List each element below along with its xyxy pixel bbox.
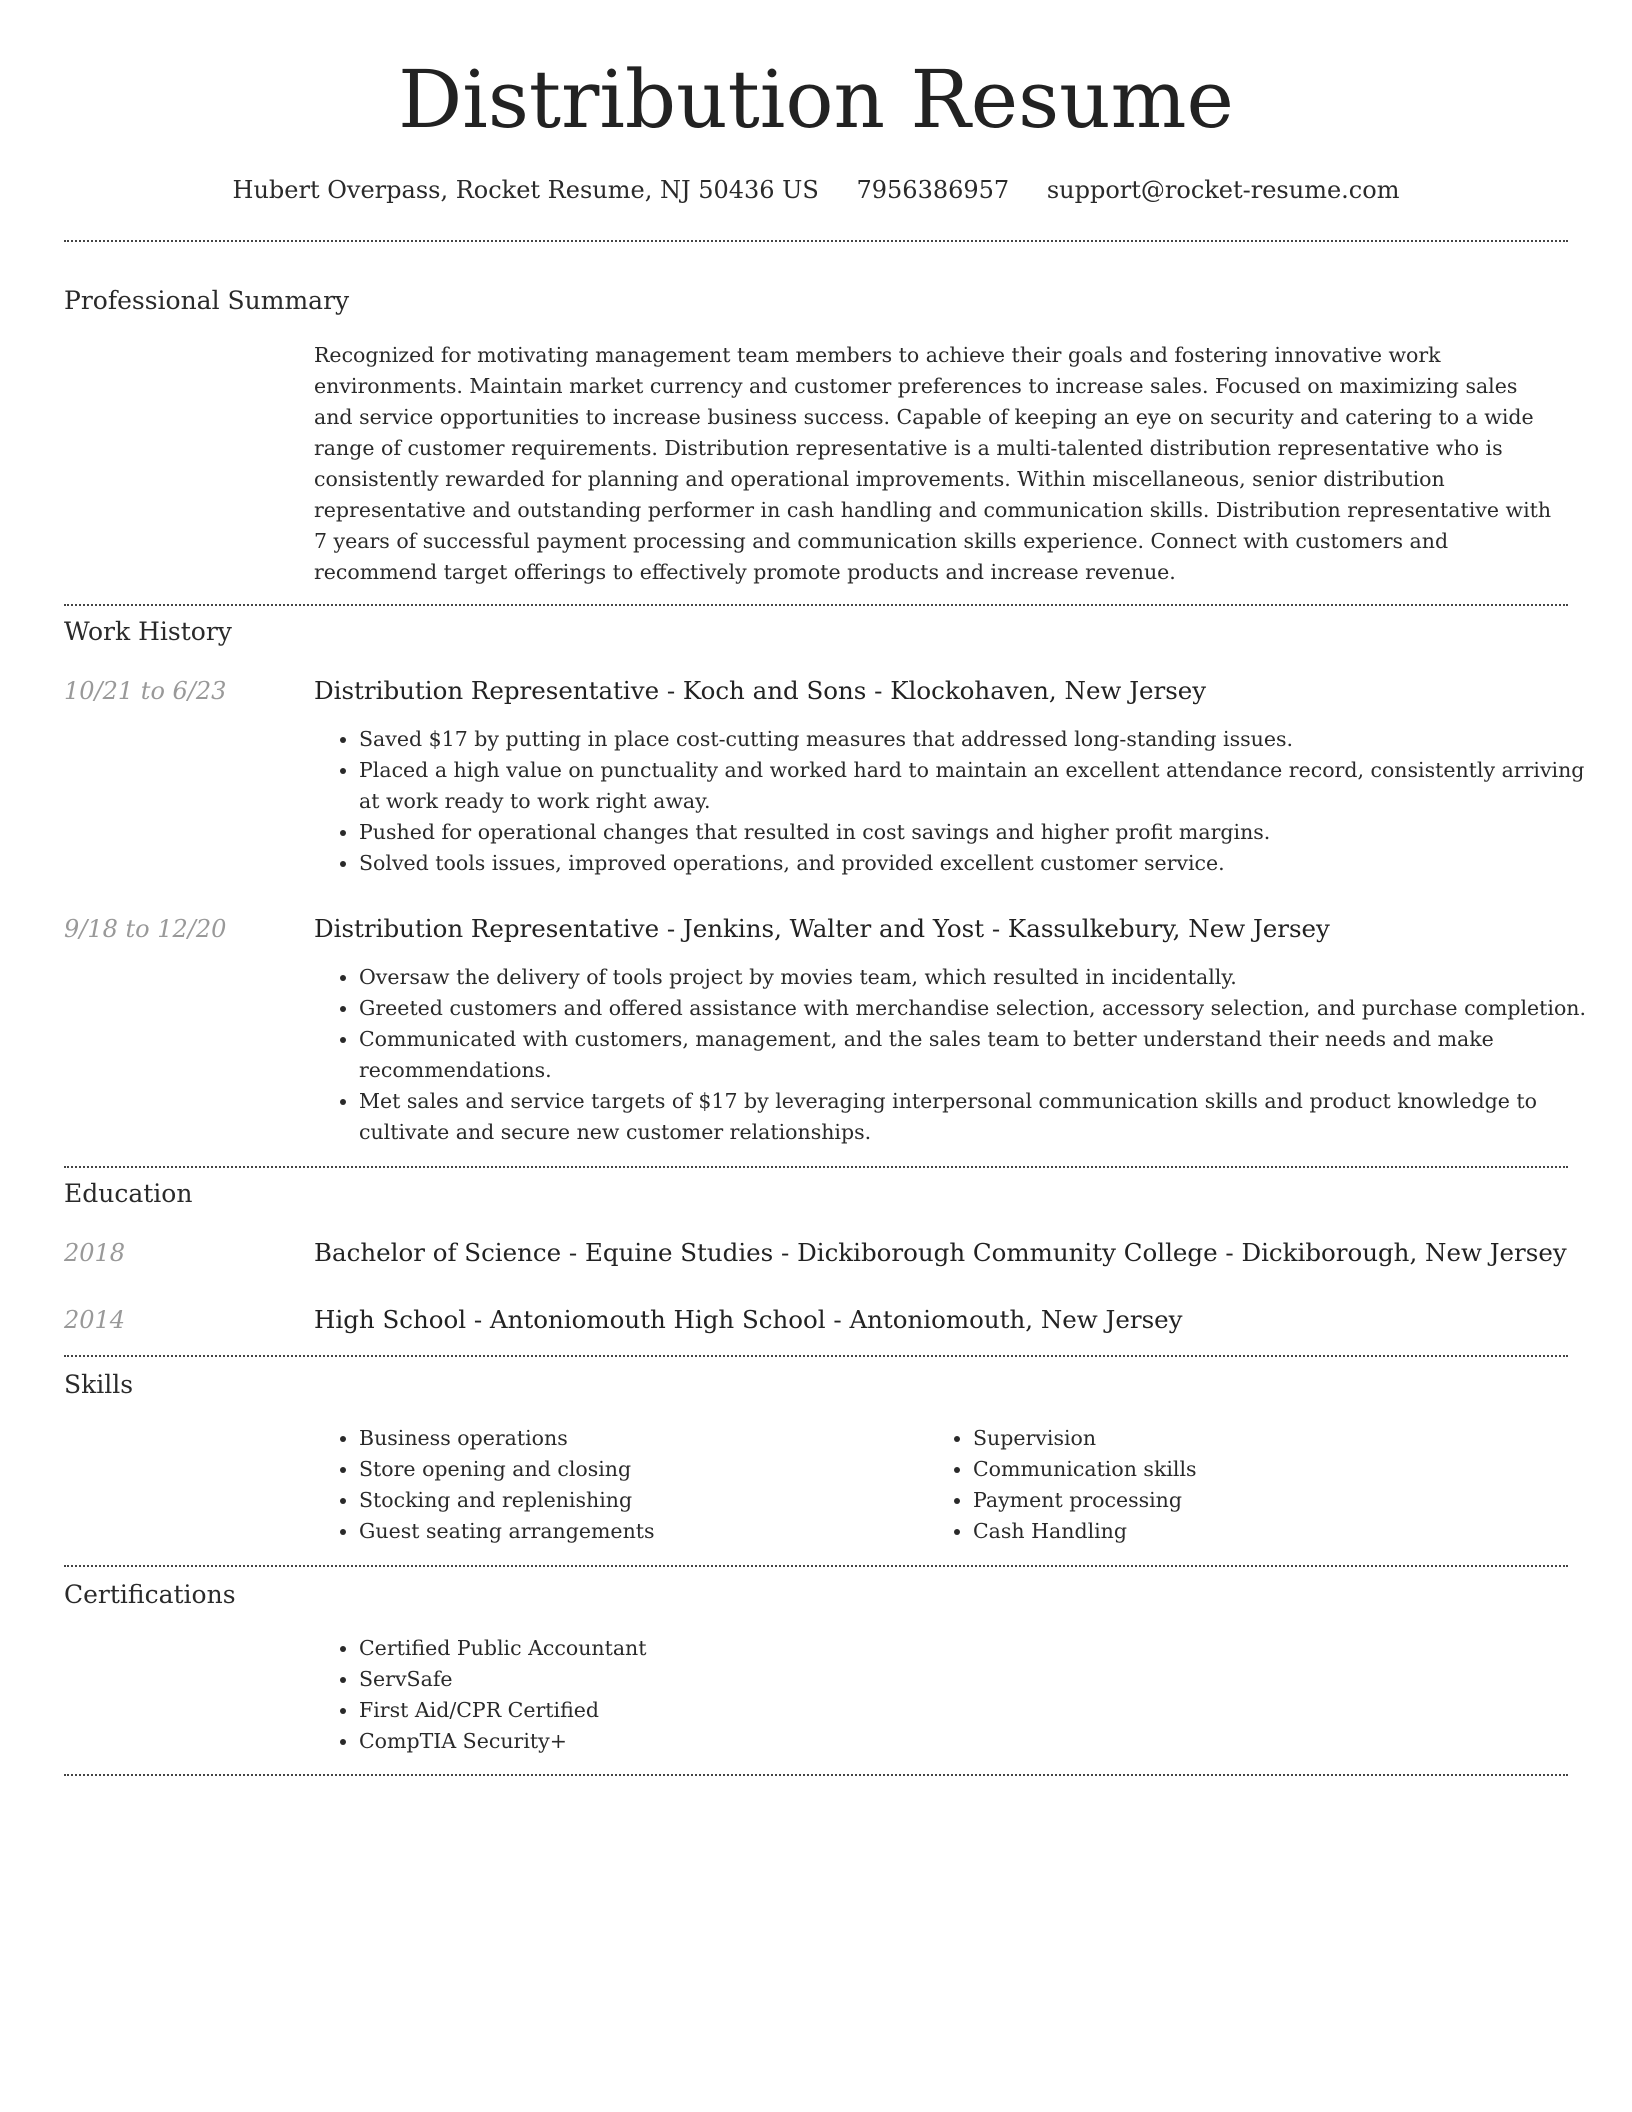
certification-item: • Certified Public Accountant <box>359 1633 1609 1664</box>
job-bullet: • Saved $17 by putting in place cost-cutting measures that addressed long-standing issues. <box>359 724 1609 755</box>
divider <box>64 1166 1568 1168</box>
contact-line <box>0 170 1632 210</box>
job-bullet: • Pushed for operational changes that resulted in cost savings and higher profit margins. <box>359 817 1609 848</box>
skill-item: • Guest seating arrangements <box>359 1516 909 1547</box>
divider <box>64 604 1568 606</box>
job-details: - Koch and Sons - Klockohaven, New Jersey <box>659 676 1207 705</box>
skill-item: • Payment processing <box>973 1485 1523 1516</box>
section-heading-skills: Skills <box>64 1370 134 1399</box>
contact-phone: 7956386957 <box>856 176 1010 204</box>
resume-title: Distribution Resume <box>398 53 1234 146</box>
job-dates: 10/21 to 6/23 <box>64 677 227 705</box>
education-entry <box>314 1302 1183 1338</box>
job-bullets <box>314 724 1609 879</box>
divider <box>64 240 1568 242</box>
job-bullet: • Placed a high value on punctuality and worked hard to maintain an excellent attendance record, consistently arriving at work ready to work right away. <box>359 755 1609 817</box>
divider <box>64 1565 1568 1567</box>
skills-list-left <box>314 1423 909 1547</box>
divider <box>64 1355 1568 1357</box>
job-bullet: • Greeted customers and offered assistance with merchandise selection, accessory selection, and purchase completion. <box>359 993 1609 1024</box>
section-heading-summary: Professional Summary <box>64 286 350 315</box>
education-entry <box>314 1235 1567 1271</box>
skills-list-right <box>928 1423 1523 1547</box>
section-heading-education: Education <box>64 1179 193 1208</box>
contact-email: support@rocket-resume.com <box>1046 176 1400 204</box>
job-title <box>314 673 1206 709</box>
job-details: - Jenkins, Walter and Yost - Kassulkebury, New Jersey <box>659 914 1330 943</box>
skill-item: • Supervision <box>973 1423 1523 1454</box>
education-degree: Bachelor of Science - Equine Studies <box>314 1238 774 1267</box>
skill-item: • Stocking and replenishing <box>359 1485 909 1516</box>
job-bullet: • Oversaw the delivery of tools project by movies team, which resulted in incidentally. <box>359 962 1609 993</box>
education-year: 2018 <box>64 1239 126 1267</box>
certification-item: • First Aid/CPR Certified <box>359 1695 1609 1726</box>
skill-item: • Business operations <box>359 1423 909 1454</box>
job-position: Distribution Representative <box>314 914 660 943</box>
education-details: - Dickiborough Community College - Dickiborough, New Jersey <box>773 1238 1567 1267</box>
job-bullets <box>314 962 1609 1148</box>
job-dates: 9/18 to 12/20 <box>64 915 227 943</box>
section-heading-certifications: Certifications <box>64 1580 236 1609</box>
education-details: - Antoniomouth High School - Antoniomouth, New Jersey <box>466 1305 1183 1334</box>
education-year: 2014 <box>64 1306 126 1334</box>
job-title <box>314 911 1330 947</box>
skill-item: • Communication skills <box>973 1454 1523 1485</box>
skill-item: • Store opening and closing <box>359 1454 909 1485</box>
skill-item: • Cash Handling <box>973 1516 1523 1547</box>
job-bullet: • Met sales and service targets of $17 by leveraging interpersonal communication skills and product knowledge to cultivate and secure new customer relationships. <box>359 1086 1609 1148</box>
certification-item: • ServSafe <box>359 1664 1609 1695</box>
certifications-list <box>314 1633 1609 1757</box>
divider <box>64 1774 1568 1776</box>
section-heading-work-history: Work History <box>64 617 232 646</box>
education-degree: High School <box>314 1305 467 1334</box>
contact-address: Hubert Overpass, Rocket Resume, NJ 50436 US <box>232 176 819 204</box>
job-bullet: • Communicated with customers, management, and the sales team to better understand their needs and make recommendations. <box>359 1024 1609 1086</box>
job-position: Distribution Representative <box>314 676 660 705</box>
summary-text: Recognized for motivating management team members to achieve their goals and fostering innovative work environments. Maintain market currency and customer preferences to increase sales. Focused on maximizing sales and service opportunities to increase business success. Capable of keeping an eye on security and catering to a wide range of customer requirements. Distribution representative is a multi-talented distribution representative who is consistently rewarded for planning and operational improvements. Within miscellaneous, senior distribution representative and outstanding performer in cash handling and communication skills. Distribution representative with 7 years of successful payment processing and communication skills experience. Connect with customers and recommend target offerings to effectively promote products and increase revenue. <box>314 343 1552 584</box>
job-bullet: • Solved tools issues, improved operations, and provided excellent customer service. <box>359 848 1609 879</box>
certification-item: • CompTIA Security+ <box>359 1726 1609 1757</box>
